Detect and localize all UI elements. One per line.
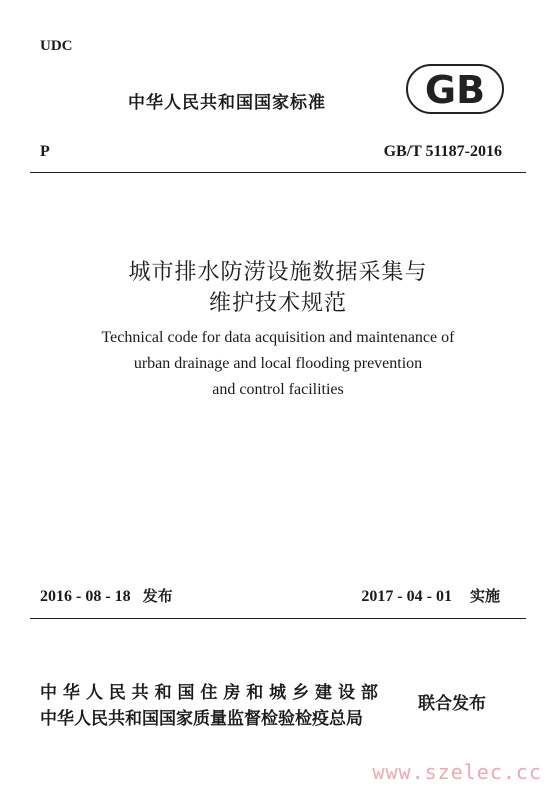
category-code: P (40, 143, 50, 160)
joint-issue-label: 联合发布 (418, 694, 486, 714)
title-cn-line2: 维护技术规范 (208, 291, 347, 316)
title-en-line3: and control facilities (212, 381, 344, 398)
title-en-line1: Technical code for data acquisition and maintenance of (101, 329, 455, 346)
effective-date-block (361, 585, 500, 606)
publisher-line1: 中 华 人 民 共 和 国 住 房 和 城 乡 建 设 部 (40, 683, 378, 703)
national-standard-heading: 中华人民共和国国家标准 (128, 93, 326, 113)
effective-label: 实施 (469, 587, 500, 605)
gb-logo-text: GB (424, 68, 486, 112)
effective-date: 2017 - 04 - 01 (361, 588, 452, 605)
gb-logo (406, 64, 504, 114)
udc-label: UDC (40, 38, 73, 54)
issue-date-block (40, 585, 173, 606)
top-divider (30, 172, 526, 173)
issue-date: 2016 - 08 - 18 (40, 588, 131, 605)
publisher-line2: 中华人民共和国国家质量监督检验检疫总局 (40, 709, 363, 729)
standard-number: GB/T 51187-2016 (383, 143, 502, 160)
watermark-text: www.szelec.cc (372, 760, 542, 784)
title-cn-line1: 城市排水防涝设施数据采集与 (128, 260, 428, 285)
bottom-divider (30, 618, 526, 619)
title-en-line2: urban drainage and local flooding prevention (133, 355, 423, 372)
issue-label: 发布 (142, 587, 173, 605)
